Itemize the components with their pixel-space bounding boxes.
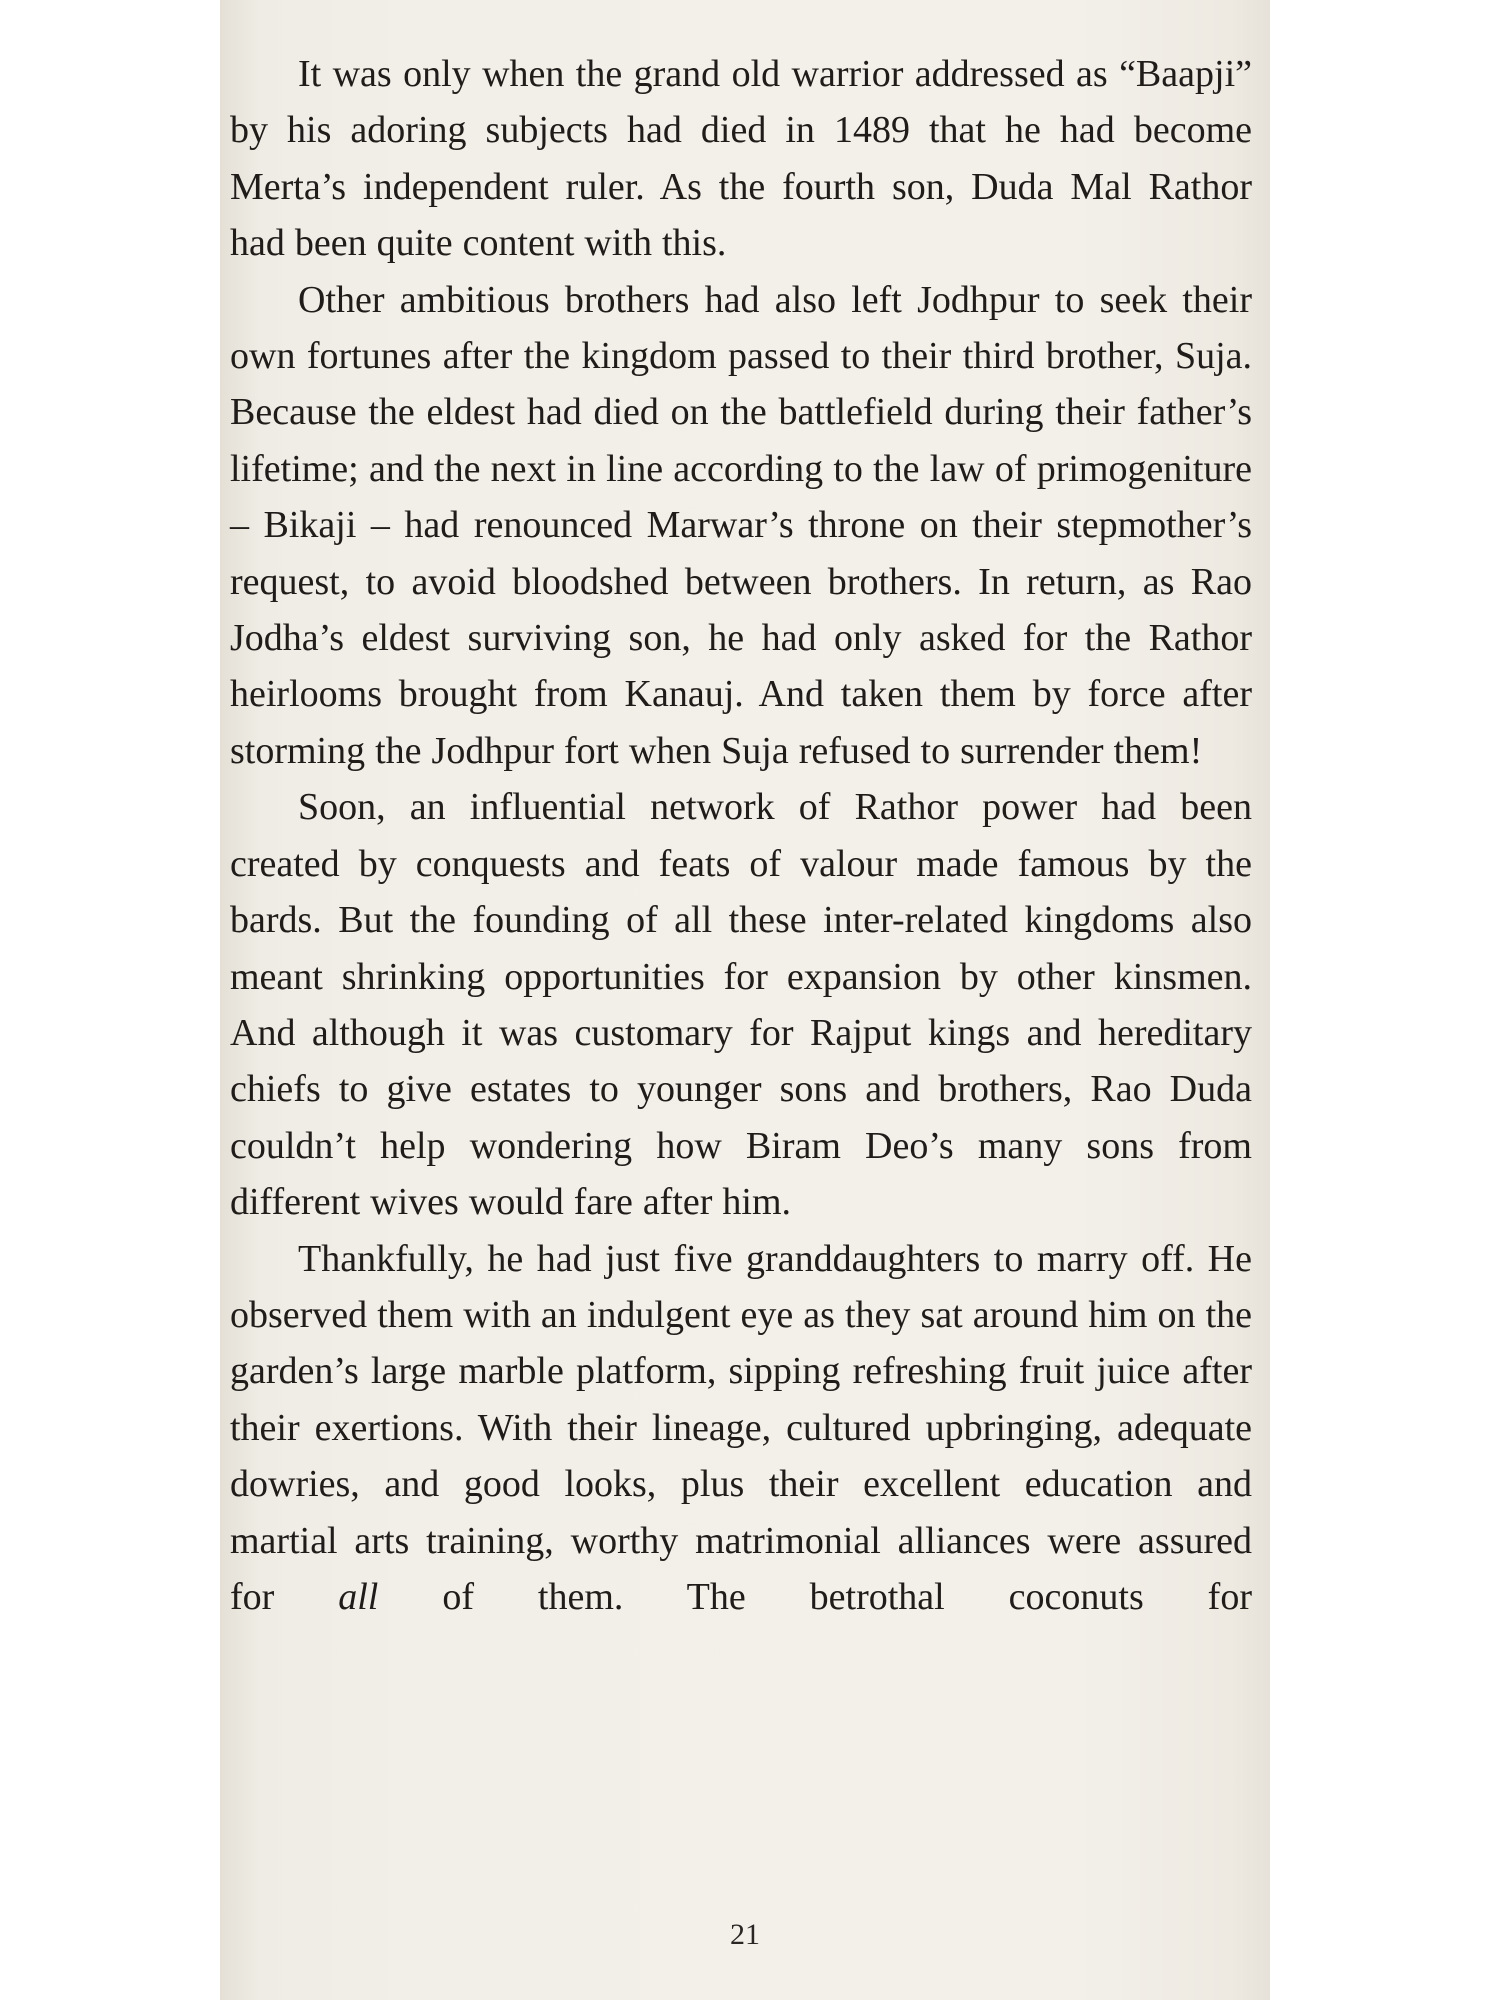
book-page [220,0,1270,2000]
paragraph-2: Other ambitious brothers had also left Jodhpur to seek their own fortunes after the kingdom passed to their third brother, Suja. Because the eldest had died on the battlefield during their father’s lifetime; and the next in line according to the law of primogeniture – Bikaji – had renounced Marwar’s throne on their stepmother’s request, to avoid bloodshed between brothers. In return, as Rao Jodha’s eldest surviving son, he had only asked for the Rathor heirlooms brought from Kanauj. And taken them by force after storming the Jodhpur fort when Suja refused to surrender them! [230,278,1252,772]
paragraph-4-start: Thankfully, he had just five granddaughters to marry off. He observed them with an indulgent eye as they sat around him on the garden’s large marble platform, sipping refreshing fruit juice after their exertions. With their lineage, cultured upbringing, adequate dowries, and good looks, plus their excellent education and martial arts training, worthy matrimonial alliances were assured for [230,1237,1252,1618]
page-number: 21 [730,1918,760,1951]
paragraph-4 [230,1231,1252,1626]
paragraph-1: It was only when the grand old warrior addressed as “Baapji” by his adoring subjects had died in 1489 that he had become Merta’s independent ruler. As the fourth son, Duda Mal Rathor had been quite content with this. [230,53,1252,265]
paragraph-4-end: of them. The betrothal coconuts for [378,1575,1252,1618]
paragraph-3: Soon, an influential network of Rathor power had been created by conquests and feats of valour made famous by the bards. But the founding of all these inter-related kingdoms also meant shrinking opportunities for expansion by other kinsmen. And although it was customary for Rajput kings and hereditary chiefs to give estates to younger sons and brothers, Rao Duda couldn’t help wondering how Biram Deo’s many sons from different wives would fare after him. [230,786,1252,1224]
emphasized-word: all [338,1575,379,1618]
body-text [230,46,1252,1625]
